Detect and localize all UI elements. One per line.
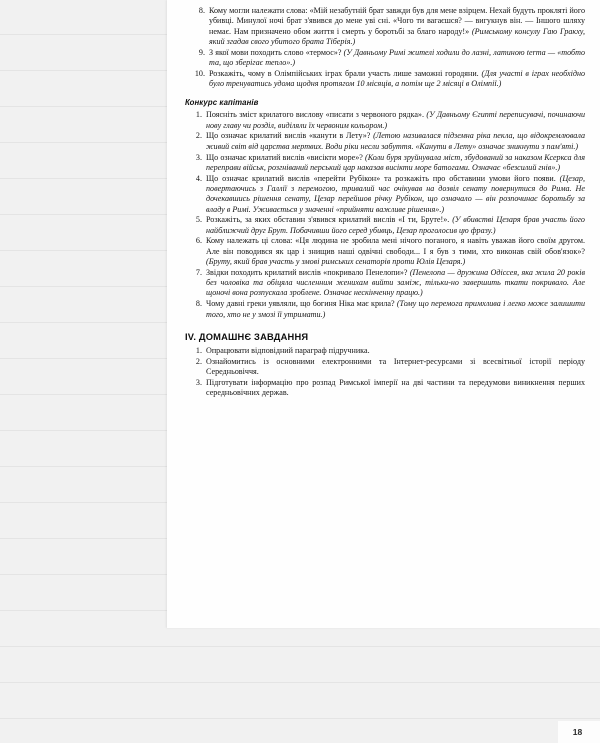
answer-text: (Для участі в іграх необхідно було тренуватись удома щодня протягом 10 місяців, а потім ще 2 місяці в Олімпії.) — [209, 68, 586, 89]
list-item — [185, 6, 585, 47]
list-item-number: 6. — [195, 236, 202, 246]
answer-text: (Тому що перемога примхлива і легко може залишити того, хто не у змозі її утримати.) — [206, 299, 585, 319]
homework-list — [185, 346, 585, 398]
list-item-number: 1. — [195, 345, 202, 355]
list-item — [185, 299, 585, 320]
question-text: Розкажіть, за яких обставин з'явився крилатий вислів «І ти, Бруте!». — [206, 215, 450, 225]
homework-text: Опрацювати відповідний параграф підручника. — [206, 345, 370, 355]
list-item-number: 2. — [195, 356, 202, 366]
answer-text: (У Давньому Єгипті переписувачі, починаючи нову главу чи розділ, виділяли їх червоним кольором.) — [206, 110, 585, 130]
list-item — [185, 153, 585, 174]
list-item-number: 8. — [195, 299, 202, 309]
document-page — [167, 0, 600, 628]
list-item-number: 9. — [198, 47, 205, 57]
question-text: Що означає крилатий вислів «висікти море»? — [206, 152, 363, 162]
list-item-number: 3. — [195, 377, 202, 387]
list-item-number: 5. — [195, 215, 202, 225]
list-item — [185, 48, 585, 69]
homework-text: Підготувати інформацію про розпад Римської імперії на дві частини та передумови виникнення перших середньовічних держав. — [206, 377, 585, 397]
question-text: Розкажіть, чому в Олімпійських іграх брали участь лише заможні городяни. — [209, 68, 479, 78]
continued-question-list — [185, 6, 585, 89]
question-text: Звідки походить крилатий вислів «покривало Пенелопи»? — [206, 267, 408, 277]
question-text: Поясніть зміст крилатого вислову «писати з червоного рядка». — [206, 110, 425, 120]
list-item-number: 10. — [194, 68, 205, 78]
list-item — [185, 236, 585, 267]
question-text: Кому належать ці слова: «Ця людина не зробила мені нічого поганого, я навіть уважав його своїм другом. Але він поводився як цар і знищив наші одвічні свободи... І я був з тими, хто виконав свій обов'язок»? — [206, 236, 585, 256]
list-item-number: 3. — [195, 152, 202, 162]
answer-text: (Пенелопа — дружина Одіссея, яка жила 20 років без чоловіка та обіцяла численним женихам вийти заміж, тільки-но завершить ткати покривало. Але щоночі вона розпускала зроблене. Означає нескінченну працю.) — [206, 267, 585, 298]
answer-text: (Коли буря зруйнувала міст, збудований за наказом Ксеркса для переправи військ, розгніваний перський цар наказав висікти море батогами. Означає «безсилий гнів».) — [206, 152, 586, 172]
list-item — [185, 346, 585, 356]
answer-text: (У Давньому Римі жителі ходили до лазні, латиною terma — «тобто та, що зберігає тепло».) — [209, 47, 585, 67]
list-item — [185, 357, 585, 378]
list-item-number: 2. — [195, 131, 202, 141]
list-item-number: 7. — [195, 267, 202, 277]
answer-text: (Цезар, повертаючись з Галлії з перемогою, тривалий час очікував на дозвіл сенату повернутися до Рима. Не дочекавшись рішення сенату, Цезар перейшов річку Рубікон, що означало — він розпочинає боротьбу за владу в Римі. Уживається у значенні «прийняти важливе рішення».) — [206, 173, 585, 214]
answer-text: (Летою називалася підземна ріка пекла, що відокремлювала живий світ від царства мертвих. Води ріки несли забуття. «Канути в Лету» означає зникнути з пам'яті.) — [206, 131, 585, 151]
list-item — [185, 268, 585, 299]
question-text: Що означає крилатий вислів «канути в Лету»? — [206, 131, 371, 141]
answer-text: (Бруту, який брав участь у змові римських сенаторів проти Юлія Цезаря.) — [206, 257, 466, 267]
list-item-number: 8. — [198, 6, 205, 15]
answer-text: (Римському консулу Гаю Гракху, який згадав свого убитого брата Тіберія.) — [209, 26, 586, 46]
list-item — [185, 174, 585, 215]
homework-text: Ознайомитись із основними електронними та Інтернет-ресурсами зі всесвітньої історії періоду Середньовіччя. — [206, 356, 585, 376]
list-item — [185, 69, 585, 90]
page-number: 18 — [572, 727, 583, 737]
list-item — [185, 378, 585, 399]
page-content — [185, 6, 585, 399]
list-item-number: 4. — [195, 173, 202, 183]
captains-contest-question-list — [185, 110, 585, 319]
list-item — [185, 110, 585, 131]
homework-heading: IV. ДОМАШНЄ ЗАВДАННЯ — [185, 331, 309, 342]
list-item-number: 1. — [195, 110, 202, 120]
captains-contest-heading: Конкурс капітанів — [185, 98, 259, 108]
question-text: Чому давні греки уявляли, що богиня Ніка має крила? — [206, 299, 395, 309]
answer-text: (У вбивстві Цезаря брав участь його найближчий друг Брут. Побачивши його серед убивць, Цезар проголосив цю фразу.) — [206, 215, 585, 235]
question-text: Кому могли належати слова: «Мій незабутній брат завжди був для мене взірцем. Нехай будуть прокляті його убивці. Минулої ночі брат з'явився до мене уві сні. «Чого ти вагаєшся? — вигукнув він. — Іншого шляху немає. Нам призначено обом життя і смерть у боротьбі за благо народу!» — [209, 6, 585, 36]
question-text: З якої мови походить слово «термос»? — [209, 47, 342, 57]
list-item — [185, 215, 585, 236]
question-text: Що означає крилатий вислів «перейти Рубікон» та розкажіть про обставини умови його появи. — [206, 173, 556, 183]
page-number-badge — [558, 721, 600, 743]
list-item — [185, 131, 585, 152]
